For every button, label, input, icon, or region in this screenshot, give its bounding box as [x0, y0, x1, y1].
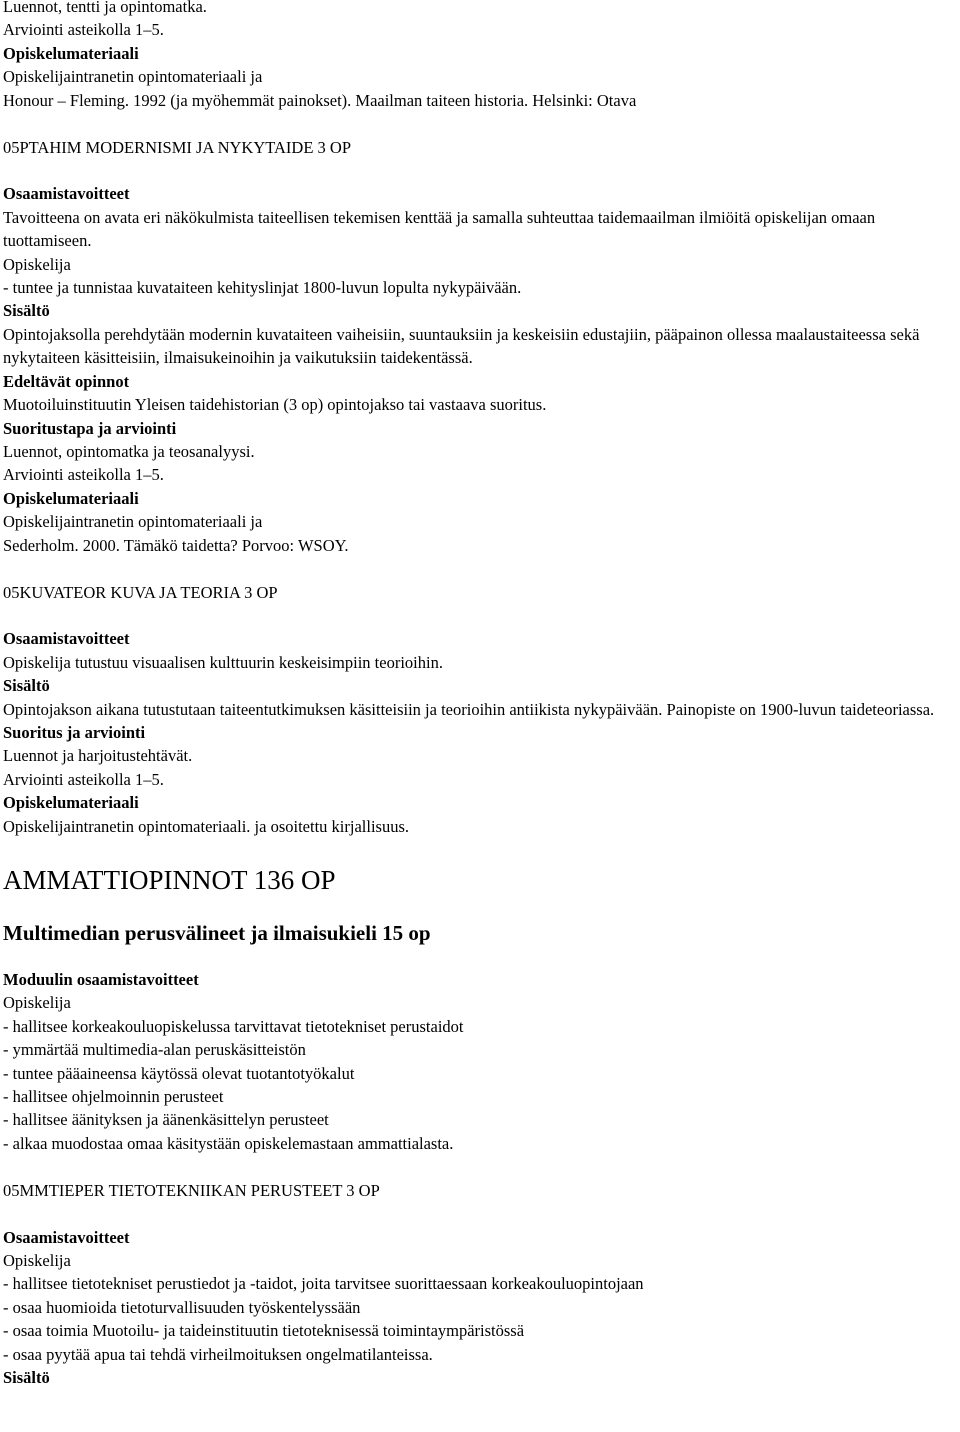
course-title: 05MMTIEPER TIETOTEKNIIKAN PERUSTEET 3 OP: [3, 1181, 380, 1201]
goals-heading: Osaamistavoitteet: [3, 1227, 130, 1247]
list-item: - alkaa muodostaa omaa käsitystään opiskelemastaan ammattialasta.: [3, 1133, 454, 1153]
material-text: Opiskelijaintranetin opintomateriaali. ja osoitettu kirjallisuus.: [3, 816, 409, 836]
list-item: - osaa toimia Muotoilu- ja taideinstituutin tietoteknisessä toimintaympäristössä: [3, 1321, 525, 1341]
method-text: Luennot, opintomatka ja teosanalyysi.: [3, 441, 255, 461]
content-text: Opintojakson aikana tutustutaan taiteentutkimuksen käsitteisiin ja teorioihin antiikista nykypäivään. Painopiste on 1900-luvun taideteoriassa.: [3, 699, 935, 719]
list-item: - ymmärtää multimedia-alan peruskäsitteistön: [3, 1040, 306, 1060]
list-item: - tuntee pääaineensa käytössä olevat tuotantotyökalut: [3, 1063, 355, 1083]
material-heading: Opiskelumateriaali: [3, 793, 139, 813]
list-item: - hallitsee ohjelmoinnin perusteet: [3, 1087, 224, 1107]
list-item: - osaa pyytää apua tai tehdä virheilmoituksen ongelmatilanteissa.: [3, 1344, 433, 1364]
goals-heading: Osaamistavoitteet: [3, 184, 130, 204]
goals-text: Tavoitteena on avata eri näkökulmista taiteellisen tekemisen kenttää ja samalla suhteuttaa taidemaailman ilmiöitä opiskelijan omaan tuottamiseen.: [3, 207, 876, 251]
list-item: - hallitsee korkeakouluopiskelussa tarvittavat tietotekniset perustaidot: [3, 1016, 464, 1036]
material-heading: Opiskelumateriaali: [3, 488, 139, 508]
prereq-text: Muotoiluinstituutin Yleisen taidehistorian (3 op) opintojakso tai vastaava suoritus.: [3, 395, 547, 415]
prereq-heading: Edeltävät opinnot: [3, 371, 130, 391]
student-label: Opiskelija: [3, 993, 71, 1013]
goals-text: Opiskelija tutustuu visuaalisen kulttuurin keskeisimpiin teorioihin.: [3, 652, 443, 672]
list-item: - osaa huomioida tietoturvallisuuden työskentelyssään: [3, 1297, 361, 1317]
list-item: - hallitsee äänityksen ja äänenkäsittelyn perusteet: [3, 1110, 329, 1130]
material-text: Opiskelijaintranetin opintomateriaali ja: [3, 512, 263, 532]
student-label: Opiskelija: [3, 254, 71, 274]
material-reference: Honour – Fleming. 1992 (ja myöhemmät painokset). Maailman taiteen historia. Helsinki: Otava: [3, 90, 637, 110]
method-heading: Suoritustapa ja arviointi: [3, 418, 177, 438]
list-item: - hallitsee tietotekniset perustiedot ja -taidot, joita tarvitsee suorittaessaan korkeakouluopintojaan: [3, 1274, 644, 1294]
module-goals-heading: Moduulin osaamistavoitteet: [3, 970, 199, 989]
course-title: 05KUVATEOR KUVA JA TEORIA 3 OP: [3, 582, 278, 602]
module-goals-list: [3, 1015, 957, 1155]
module-title: AMMATTIOPINNOT 136 OP: [3, 865, 336, 895]
grading-text: Arviointi asteikolla 1–5.: [3, 769, 164, 789]
student-label: Opiskelija: [3, 1251, 71, 1271]
material-reference: Sederholm. 2000. Tämäkö taidetta? Porvoo: WSOY.: [3, 535, 349, 555]
grading-text: Arviointi asteikolla 1–5.: [3, 465, 164, 485]
document-page: [3, 0, 957, 1390]
method-heading: Suoritus ja arviointi: [3, 722, 146, 742]
material-heading: Opiskelumateriaali: [3, 43, 139, 63]
material-text: Opiskelijaintranetin opintomateriaali ja: [3, 67, 263, 87]
goal-item: - tuntee ja tunnistaa kuvataiteen kehityslinjat 1800-luvun lopulta nykypäivään.: [3, 278, 522, 298]
course-title: 05PTAHIM MODERNISMI JA NYKYTAIDE 3 OP: [3, 138, 351, 158]
grading-text: Arviointi asteikolla 1–5.: [3, 20, 164, 40]
content-heading: Sisältö: [3, 301, 50, 321]
module-subtitle: Multimedian perusvälineet ja ilmaisukieli 15 op: [3, 921, 431, 945]
content-heading: Sisältö: [3, 1368, 50, 1388]
method-text: Luennot ja harjoitustehtävät.: [3, 746, 193, 766]
course-goals-list: [3, 1272, 957, 1366]
method-text: Luennot, tentti ja opintomatka.: [3, 0, 207, 16]
content-heading: Sisältö: [3, 676, 50, 696]
goals-heading: Osaamistavoitteet: [3, 629, 130, 649]
content-text: Opintojaksolla perehdytään modernin kuvataiteen vaiheisiin, suuntauksiin ja keskeisiin edustajiin, pääpainon ollessa maalaustaiteessa sekä nykytaiteen käsitteisiin, ilmaisukeinoihin ja vaikutuksiin taidekentässä.: [3, 324, 920, 368]
